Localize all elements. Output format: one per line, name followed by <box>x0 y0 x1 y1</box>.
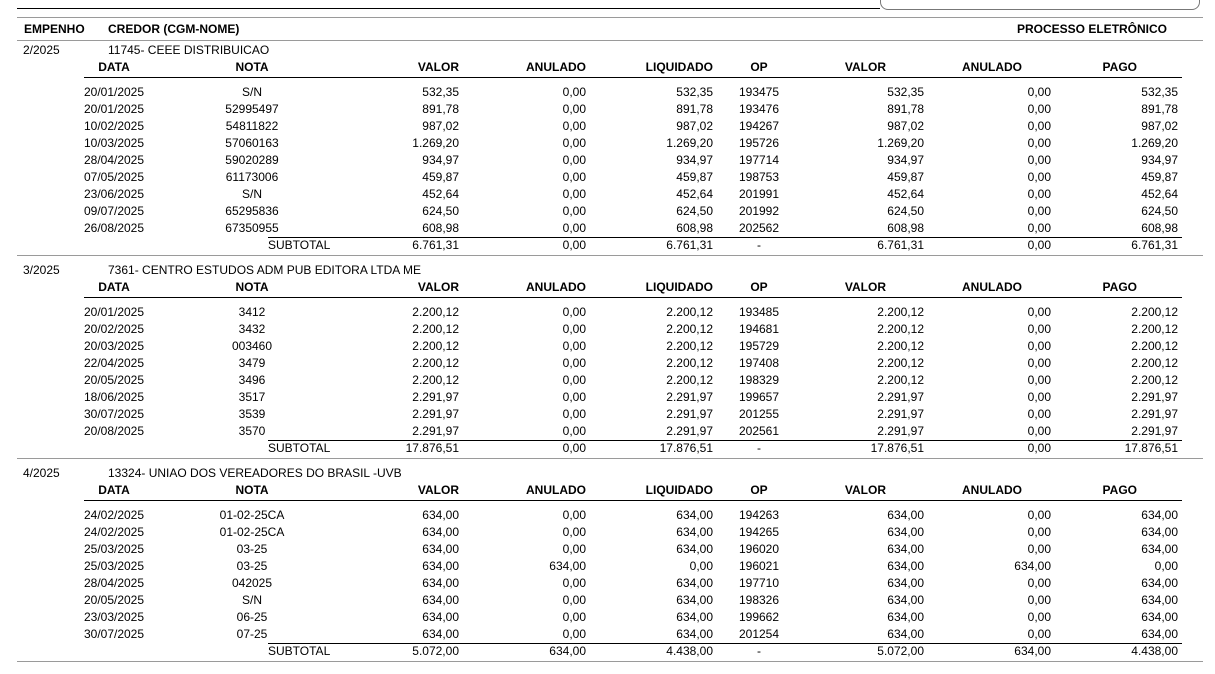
subtotal-anulado: 0,00 <box>562 441 586 455</box>
cell-anulado-pago: 0,00 <box>1027 170 1051 184</box>
column-header-valor: VALOR <box>417 60 459 74</box>
cell-valor-pago: 2.200,12 <box>877 322 924 336</box>
cell-pago: 0,00 <box>1154 559 1178 573</box>
cell-valor: 2.200,12 <box>412 339 459 353</box>
cell-pago: 987,02 <box>1141 119 1178 133</box>
cell-data: 30/07/2025 <box>83 407 145 421</box>
cell-op: 202562 <box>738 221 780 235</box>
cell-pago: 634,00 <box>1141 508 1178 522</box>
cell-data: 20/01/2025 <box>83 85 145 99</box>
cell-valor: 452,64 <box>422 187 459 201</box>
cell-anulado-pago: 0,00 <box>1027 356 1051 370</box>
subtotal-pago: 6.761,31 <box>1131 238 1178 252</box>
cell-pago: 2.200,12 <box>1131 356 1178 370</box>
cell-valor: 2.291,97 <box>412 424 459 438</box>
cell-anulado: 0,00 <box>562 305 586 319</box>
cell-anulado-pago: 0,00 <box>1027 525 1051 539</box>
subtotal-label: SUBTOTAL <box>268 644 331 658</box>
cell-data: 10/03/2025 <box>83 136 145 150</box>
cell-nota: 57060163 <box>225 136 279 150</box>
cell-valor-pago: 634,00 <box>887 559 924 573</box>
cell-nota: S/N <box>241 593 262 607</box>
cell-valor: 987,02 <box>422 119 459 133</box>
cell-pago: 2.200,12 <box>1131 322 1178 336</box>
cell-anulado: 0,00 <box>562 85 586 99</box>
cell-data: 20/05/2025 <box>83 373 145 387</box>
cell-op: 193485 <box>738 305 780 319</box>
subtotal-anulado-pago: 0,00 <box>1027 238 1051 252</box>
cell-data: 24/02/2025 <box>83 508 145 522</box>
cell-valor-pago: 2.200,12 <box>877 356 924 370</box>
cell-op: 201254 <box>738 627 780 641</box>
cell-anulado-pago: 0,00 <box>1027 508 1051 522</box>
cell-nota: S/N <box>241 85 262 99</box>
cell-anulado-pago: 0,00 <box>1027 390 1051 404</box>
cell-anulado-pago: 634,00 <box>1014 559 1051 573</box>
cell-anulado: 0,00 <box>562 390 586 404</box>
cell-op: 202561 <box>738 424 780 438</box>
cell-pago: 891,78 <box>1141 102 1178 116</box>
cell-pago: 452,64 <box>1141 187 1178 201</box>
cell-op: 199657 <box>738 390 780 404</box>
cell-valor-pago: 634,00 <box>887 576 924 590</box>
cell-valor: 624,50 <box>422 204 459 218</box>
cell-data: 20/05/2025 <box>83 593 145 607</box>
cell-op: 194265 <box>738 525 780 539</box>
cell-op: 195729 <box>738 339 780 353</box>
cell-liquidado: 2.200,12 <box>666 305 713 319</box>
cell-anulado-pago: 0,00 <box>1027 424 1051 438</box>
cell-valor: 634,00 <box>422 559 459 573</box>
section-divider <box>17 458 1203 459</box>
column-header-pago: PAGO <box>1102 483 1137 497</box>
subtotal-valor-pago: 17.876,51 <box>870 441 924 455</box>
subtotal-anulado-pago: 634,00 <box>1014 644 1051 658</box>
cell-valor-pago: 634,00 <box>887 508 924 522</box>
cell-pago: 2.291,97 <box>1131 407 1178 421</box>
cell-pago: 532,35 <box>1141 85 1178 99</box>
cell-anulado: 0,00 <box>562 170 586 184</box>
cell-pago: 634,00 <box>1141 525 1178 539</box>
cell-anulado-pago: 0,00 <box>1027 322 1051 336</box>
cell-op: 201991 <box>738 187 780 201</box>
cell-valor-pago: 634,00 <box>887 542 924 556</box>
cell-op: 198329 <box>738 373 780 387</box>
subtotal-liquidado: 6.761,31 <box>666 238 713 252</box>
cell-anulado: 0,00 <box>562 593 586 607</box>
cell-valor-pago: 2.200,12 <box>877 339 924 353</box>
cell-pago: 2.200,12 <box>1131 305 1178 319</box>
credor-name: 7361- CENTRO ESTUDOS ADM PUB EDITORA LTDA ME <box>108 263 421 277</box>
cell-anulado: 0,00 <box>562 424 586 438</box>
cell-nota: 042025 <box>231 576 273 590</box>
cell-valor-pago: 891,78 <box>887 102 924 116</box>
cell-valor-pago: 2.291,97 <box>877 390 924 404</box>
cell-liquidado: 634,00 <box>676 576 713 590</box>
cell-liquidado: 891,78 <box>676 102 713 116</box>
subtotal-liquidado: 4.438,00 <box>666 644 713 658</box>
cell-valor: 634,00 <box>422 508 459 522</box>
cell-nota: 3517 <box>238 390 266 404</box>
cell-data: 25/03/2025 <box>83 542 145 556</box>
column-header-op: OP <box>750 280 768 294</box>
cell-anulado-pago: 0,00 <box>1027 136 1051 150</box>
cell-nota: 3539 <box>238 407 266 421</box>
cell-valor-pago: 624,50 <box>887 204 924 218</box>
cell-data: 30/07/2025 <box>83 627 145 641</box>
cell-valor-pago: 2.291,97 <box>877 424 924 438</box>
cell-data: 28/04/2025 <box>83 153 145 167</box>
column-header-valor-pago: VALOR <box>844 60 886 74</box>
cell-valor: 634,00 <box>422 525 459 539</box>
cell-data: 20/01/2025 <box>83 305 145 319</box>
header-bottom-rule <box>17 40 1203 41</box>
cell-nota: 3432 <box>238 322 266 336</box>
cell-op: 194263 <box>738 508 780 522</box>
cell-valor: 634,00 <box>422 593 459 607</box>
cell-data: 20/03/2025 <box>83 339 145 353</box>
cell-anulado-pago: 0,00 <box>1027 102 1051 116</box>
cell-nota: S/N <box>241 187 262 201</box>
top-rule <box>17 8 880 9</box>
cell-valor-pago: 459,87 <box>887 170 924 184</box>
credor-header: CREDOR (CGM-NOME) <box>108 22 240 36</box>
cell-valor-pago: 934,97 <box>887 153 924 167</box>
cell-valor: 532,35 <box>422 85 459 99</box>
cell-anulado: 0,00 <box>562 407 586 421</box>
cell-valor: 608,98 <box>422 221 459 235</box>
cell-liquidado: 532,35 <box>676 85 713 99</box>
cell-liquidado: 2.291,97 <box>666 407 713 421</box>
column-header-pago: PAGO <box>1102 60 1137 74</box>
column-header-valor: VALOR <box>417 280 459 294</box>
cell-anulado: 0,00 <box>562 322 586 336</box>
cell-valor: 1.269,20 <box>412 136 459 150</box>
column-header-data: DATA <box>98 280 130 294</box>
cell-valor-pago: 2.200,12 <box>877 305 924 319</box>
cell-anulado: 0,00 <box>562 136 586 150</box>
cell-anulado: 0,00 <box>562 153 586 167</box>
cell-anulado: 0,00 <box>562 204 586 218</box>
cell-op: 196021 <box>738 559 780 573</box>
empenho-number: 2/2025 <box>23 43 60 57</box>
column-header-data: DATA <box>98 60 130 74</box>
cell-valor-pago: 634,00 <box>887 610 924 624</box>
cell-data: 26/08/2025 <box>83 221 145 235</box>
cell-nota: 03-25 <box>236 542 268 556</box>
cell-data: 07/05/2025 <box>83 170 145 184</box>
cell-nota: 01-02-25CA <box>219 525 285 539</box>
cell-anulado-pago: 0,00 <box>1027 407 1051 421</box>
cell-valor: 2.200,12 <box>412 305 459 319</box>
cell-op: 198326 <box>738 593 780 607</box>
column-header-nota: NOTA <box>235 280 269 294</box>
cell-nota: 06-25 <box>236 610 268 624</box>
subtotal-anulado-pago: 0,00 <box>1027 441 1051 455</box>
cell-valor-pago: 532,35 <box>887 85 924 99</box>
cell-op: 197408 <box>738 356 780 370</box>
column-header-anulado: ANULADO <box>526 60 586 74</box>
cell-data: 20/08/2025 <box>83 424 145 438</box>
column-header-rule <box>84 297 1182 298</box>
cell-anulado: 0,00 <box>562 356 586 370</box>
cell-anulado-pago: 0,00 <box>1027 153 1051 167</box>
cell-liquidado: 1.269,20 <box>666 136 713 150</box>
subtotal-valor: 6.761,31 <box>412 238 459 252</box>
column-header-op: OP <box>750 60 768 74</box>
cell-anulado-pago: 0,00 <box>1027 593 1051 607</box>
empenho-header: EMPENHO <box>24 22 85 36</box>
cell-anulado-pago: 0,00 <box>1027 85 1051 99</box>
cell-valor-pago: 452,64 <box>887 187 924 201</box>
subtotal-op: - <box>757 644 761 658</box>
cell-anulado-pago: 0,00 <box>1027 576 1051 590</box>
subtotal-pago: 17.876,51 <box>1124 441 1178 455</box>
cell-valor: 2.291,97 <box>412 407 459 421</box>
cell-pago: 624,50 <box>1141 204 1178 218</box>
column-header-valor-pago: VALOR <box>844 483 886 497</box>
cell-pago: 2.291,97 <box>1131 424 1178 438</box>
column-header-anulado-pago: ANULADO <box>962 60 1022 74</box>
cell-anulado-pago: 0,00 <box>1027 204 1051 218</box>
cell-valor-pago: 634,00 <box>887 627 924 641</box>
cell-op: 194681 <box>738 322 780 336</box>
cell-valor: 2.200,12 <box>412 356 459 370</box>
cell-nota: 52995497 <box>225 102 279 116</box>
cell-anulado: 0,00 <box>562 102 586 116</box>
cell-liquidado: 624,50 <box>676 204 713 218</box>
cell-pago: 634,00 <box>1141 593 1178 607</box>
cell-valor-pago: 987,02 <box>887 119 924 133</box>
cell-liquidado: 0,00 <box>689 559 713 573</box>
cell-data: 22/04/2025 <box>83 356 145 370</box>
cell-nota: 65295836 <box>225 204 279 218</box>
cell-pago: 2.200,12 <box>1131 339 1178 353</box>
cell-op: 195726 <box>738 136 780 150</box>
cell-data: 10/02/2025 <box>83 119 145 133</box>
cell-anulado: 634,00 <box>549 559 586 573</box>
cell-liquidado: 459,87 <box>676 170 713 184</box>
subtotal-valor: 17.876,51 <box>405 441 459 455</box>
cell-pago: 934,97 <box>1141 153 1178 167</box>
cell-nota: 61173006 <box>225 170 279 184</box>
subtotal-op: - <box>757 441 761 455</box>
cell-pago: 2.291,97 <box>1131 390 1178 404</box>
cell-valor-pago: 2.291,97 <box>877 407 924 421</box>
subtotal-valor: 5.072,00 <box>412 644 459 658</box>
cell-liquidado: 452,64 <box>676 187 713 201</box>
credor-name: 11745- CEEE DISTRIBUICAO <box>108 43 270 57</box>
cell-anulado: 0,00 <box>562 508 586 522</box>
subtotal-anulado: 0,00 <box>562 238 586 252</box>
cell-pago: 2.200,12 <box>1131 373 1178 387</box>
column-header-valor-pago: VALOR <box>844 280 886 294</box>
cell-data: 09/07/2025 <box>83 204 145 218</box>
cell-op: 199662 <box>738 610 780 624</box>
empenho-number: 3/2025 <box>23 263 60 277</box>
cell-liquidado: 608,98 <box>676 221 713 235</box>
cell-op: 197710 <box>738 576 780 590</box>
cell-valor: 634,00 <box>422 576 459 590</box>
cell-anulado-pago: 0,00 <box>1027 221 1051 235</box>
cell-op: 201255 <box>738 407 780 421</box>
cell-anulado: 0,00 <box>562 119 586 133</box>
column-header-op: OP <box>750 483 768 497</box>
subtotal-valor-pago: 5.072,00 <box>877 644 924 658</box>
credor-name: 13324- UNIAO DOS VEREADORES DO BRASIL -UVB <box>108 466 402 480</box>
cell-valor-pago: 634,00 <box>887 593 924 607</box>
cell-liquidado: 2.291,97 <box>666 390 713 404</box>
cell-pago: 634,00 <box>1141 610 1178 624</box>
column-header-liquidado: LIQUIDADO <box>645 280 713 294</box>
column-header-liquidado: LIQUIDADO <box>645 60 713 74</box>
cell-valor: 634,00 <box>422 627 459 641</box>
cell-pago: 634,00 <box>1141 542 1178 556</box>
cell-anulado-pago: 0,00 <box>1027 542 1051 556</box>
cell-liquidado: 987,02 <box>676 119 713 133</box>
cell-data: 24/02/2025 <box>83 525 145 539</box>
cell-anulado: 0,00 <box>562 187 586 201</box>
cell-valor-pago: 2.200,12 <box>877 373 924 387</box>
cell-valor: 2.200,12 <box>412 322 459 336</box>
cell-valor-pago: 1.269,20 <box>877 136 924 150</box>
cell-valor: 891,78 <box>422 102 459 116</box>
column-header-valor: VALOR <box>417 483 459 497</box>
cell-pago: 634,00 <box>1141 576 1178 590</box>
cell-op: 194267 <box>738 119 780 133</box>
cell-anulado: 0,00 <box>562 542 586 556</box>
section-divider <box>17 661 1203 662</box>
subtotal-label: SUBTOTAL <box>268 441 331 455</box>
cell-valor-pago: 608,98 <box>887 221 924 235</box>
column-header-anulado-pago: ANULADO <box>962 483 1022 497</box>
cell-op: 201992 <box>738 204 780 218</box>
cell-nota: 003460 <box>231 339 273 353</box>
cell-data: 20/02/2025 <box>83 322 145 336</box>
cell-anulado-pago: 0,00 <box>1027 610 1051 624</box>
cell-liquidado: 634,00 <box>676 542 713 556</box>
cell-pago: 1.269,20 <box>1131 136 1178 150</box>
cell-liquidado: 934,97 <box>676 153 713 167</box>
cell-op: 193476 <box>738 102 780 116</box>
cell-anulado-pago: 0,00 <box>1027 187 1051 201</box>
cell-nota: 3496 <box>238 373 266 387</box>
column-header-rule <box>84 77 1182 78</box>
cell-nota: 59020289 <box>225 153 279 167</box>
cell-liquidado: 2.291,97 <box>666 424 713 438</box>
cell-data: 23/06/2025 <box>83 187 145 201</box>
cell-anulado: 0,00 <box>562 576 586 590</box>
cell-liquidado: 634,00 <box>676 610 713 624</box>
cell-op: 198753 <box>738 170 780 184</box>
cell-liquidado: 2.200,12 <box>666 339 713 353</box>
cell-valor: 2.291,97 <box>412 390 459 404</box>
cell-liquidado: 634,00 <box>676 508 713 522</box>
cell-nota: 03-25 <box>236 559 268 573</box>
cell-anulado-pago: 0,00 <box>1027 627 1051 641</box>
cell-liquidado: 2.200,12 <box>666 373 713 387</box>
column-header-nota: NOTA <box>235 483 269 497</box>
cell-nota: 07-25 <box>236 627 268 641</box>
cell-valor-pago: 634,00 <box>887 525 924 539</box>
column-header-data: DATA <box>98 483 130 497</box>
cell-nota: 01-02-25CA <box>219 508 285 522</box>
cell-pago: 634,00 <box>1141 627 1178 641</box>
cell-anulado-pago: 0,00 <box>1027 305 1051 319</box>
cell-anulado: 0,00 <box>562 221 586 235</box>
cell-data: 25/03/2025 <box>83 559 145 573</box>
cell-anulado-pago: 0,00 <box>1027 373 1051 387</box>
column-header-pago: PAGO <box>1102 280 1137 294</box>
empenho-number: 4/2025 <box>23 466 60 480</box>
column-header-nota: NOTA <box>235 60 269 74</box>
cell-nota: 3479 <box>238 356 266 370</box>
cell-liquidado: 634,00 <box>676 593 713 607</box>
cell-op: 193475 <box>738 85 780 99</box>
cell-pago: 608,98 <box>1141 221 1178 235</box>
cell-nota: 3412 <box>238 305 266 319</box>
cell-liquidado: 634,00 <box>676 525 713 539</box>
subtotal-op: - <box>757 238 761 252</box>
processo-eletronico-header: PROCESSO ELETRÔNICO <box>1017 22 1168 36</box>
cell-data: 20/01/2025 <box>83 102 145 116</box>
subtotal-pago: 4.438,00 <box>1131 644 1178 658</box>
cell-data: 23/03/2025 <box>83 610 145 624</box>
cell-liquidado: 2.200,12 <box>666 356 713 370</box>
header-top-rule <box>17 17 1203 18</box>
cell-anulado: 0,00 <box>562 610 586 624</box>
cell-anulado: 0,00 <box>562 627 586 641</box>
cell-op: 196020 <box>738 542 780 556</box>
cell-liquidado: 634,00 <box>676 627 713 641</box>
section-divider <box>17 255 1203 256</box>
column-header-anulado: ANULADO <box>526 280 586 294</box>
cell-nota: 67350955 <box>225 221 279 235</box>
subtotal-anulado: 634,00 <box>549 644 586 658</box>
cell-valor: 634,00 <box>422 542 459 556</box>
cell-valor: 2.200,12 <box>412 373 459 387</box>
cell-data: 18/06/2025 <box>83 390 145 404</box>
cell-op: 197714 <box>738 153 780 167</box>
report-header-frame <box>880 0 1200 10</box>
cell-valor: 459,87 <box>422 170 459 184</box>
cell-nota: 54811822 <box>225 119 279 133</box>
cell-anulado: 0,00 <box>562 373 586 387</box>
cell-liquidado: 2.200,12 <box>666 322 713 336</box>
cell-valor: 934,97 <box>422 153 459 167</box>
cell-anulado: 0,00 <box>562 339 586 353</box>
cell-anulado: 0,00 <box>562 525 586 539</box>
subtotal-liquidado: 17.876,51 <box>659 441 713 455</box>
column-header-liquidado: LIQUIDADO <box>645 483 713 497</box>
cell-anulado-pago: 0,00 <box>1027 119 1051 133</box>
cell-nota: 3570 <box>238 424 266 438</box>
column-header-anulado: ANULADO <box>526 483 586 497</box>
cell-data: 28/04/2025 <box>83 576 145 590</box>
subtotal-valor-pago: 6.761,31 <box>877 238 924 252</box>
column-header-anulado-pago: ANULADO <box>962 280 1022 294</box>
cell-valor: 634,00 <box>422 610 459 624</box>
column-header-rule <box>84 500 1182 501</box>
subtotal-label: SUBTOTAL <box>268 238 331 252</box>
cell-anulado-pago: 0,00 <box>1027 339 1051 353</box>
cell-pago: 459,87 <box>1141 170 1178 184</box>
